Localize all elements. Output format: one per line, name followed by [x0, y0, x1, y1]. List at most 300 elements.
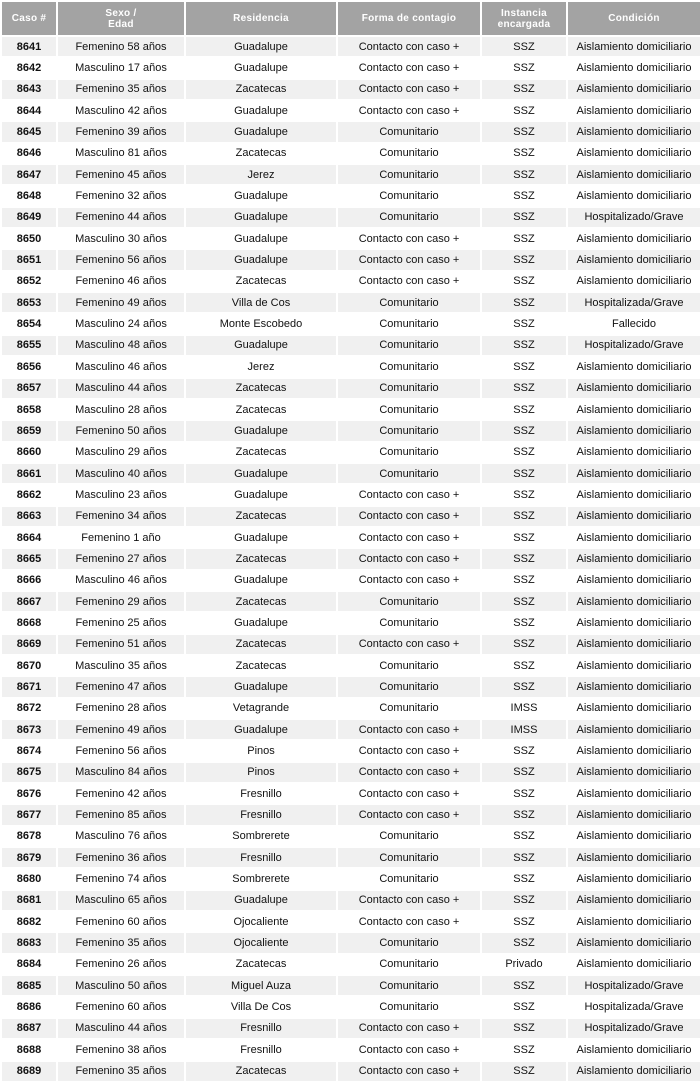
- cell-institution: SSZ: [482, 613, 566, 632]
- table-row: [2, 549, 700, 568]
- cell-contagion: Comunitario: [338, 293, 480, 312]
- cell-condition: Aislamiento domiciliario: [568, 720, 700, 739]
- cell-contagion: Comunitario: [338, 656, 480, 675]
- cell-condition: Aislamiento domiciliario: [568, 101, 700, 120]
- cell-condition: Aislamiento domiciliario: [568, 784, 700, 803]
- cell-contagion: Comunitario: [338, 443, 480, 462]
- table-row: [2, 272, 700, 291]
- cell-sex-age: Masculino 81 años: [58, 144, 184, 163]
- cell-residence: Miguel Auza: [186, 976, 336, 995]
- cell-condition: Aislamiento domiciliario: [568, 635, 700, 654]
- cell-sex-age: Masculino 44 años: [58, 379, 184, 398]
- cell-institution: SSZ: [482, 101, 566, 120]
- cell-case: 8677: [2, 805, 56, 824]
- header-contagion-label: Forma de contagio: [361, 13, 457, 24]
- cell-condition: Aislamiento domiciliario: [568, 379, 700, 398]
- cell-case: 8654: [2, 314, 56, 333]
- cell-case: 8662: [2, 485, 56, 504]
- cell-institution: SSZ: [482, 400, 566, 419]
- table-row: [2, 101, 700, 120]
- header-institution-line1: Instancia: [500, 7, 548, 19]
- cell-case: 8667: [2, 592, 56, 611]
- table-row: [2, 528, 700, 547]
- cell-residence: Zacatecas: [186, 80, 336, 99]
- cell-condition: Aislamiento domiciliario: [568, 144, 700, 163]
- cell-contagion: Comunitario: [338, 699, 480, 718]
- cell-sex-age: Femenino 74 años: [58, 869, 184, 888]
- cell-contagion: Contacto con caso +: [338, 37, 480, 56]
- table-row: [2, 37, 700, 56]
- cell-case: 8641: [2, 37, 56, 56]
- cell-sex-age: Masculino 40 años: [58, 464, 184, 483]
- cell-condition: Aislamiento domiciliario: [568, 357, 700, 376]
- cell-contagion: Contacto con caso +: [338, 912, 480, 931]
- cell-residence: Guadalupe: [186, 122, 336, 141]
- table-row: [2, 784, 700, 803]
- table-row: [2, 464, 700, 483]
- cell-condition: Aislamiento domiciliario: [568, 528, 700, 547]
- cell-residence: Zacatecas: [186, 400, 336, 419]
- cell-institution: SSZ: [482, 1062, 566, 1081]
- table-row: [2, 677, 700, 696]
- cell-contagion: Comunitario: [338, 314, 480, 333]
- cell-case: 8648: [2, 186, 56, 205]
- cell-institution: SSZ: [482, 80, 566, 99]
- cell-condition: Fallecido: [568, 314, 700, 333]
- cell-condition: Aislamiento domiciliario: [568, 186, 700, 205]
- table-row: [2, 997, 700, 1016]
- table-row: [2, 891, 700, 910]
- table-row: [2, 485, 700, 504]
- cell-residence: Zacatecas: [186, 1062, 336, 1081]
- cell-case: 8669: [2, 635, 56, 654]
- cell-contagion: Contacto con caso +: [338, 1019, 480, 1038]
- cell-condition: Aislamiento domiciliario: [568, 912, 700, 931]
- table-row: [2, 827, 700, 846]
- cell-contagion: Contacto con caso +: [338, 250, 480, 269]
- cell-contagion: Comunitario: [338, 186, 480, 205]
- cell-case: 8650: [2, 229, 56, 248]
- cell-institution: SSZ: [482, 571, 566, 590]
- cell-case: 8652: [2, 272, 56, 291]
- cell-case: 8653: [2, 293, 56, 312]
- cell-condition: Aislamiento domiciliario: [568, 58, 700, 77]
- cell-institution: IMSS: [482, 699, 566, 718]
- cell-condition: Aislamiento domiciliario: [568, 229, 700, 248]
- cell-condition: Aislamiento domiciliario: [568, 80, 700, 99]
- cell-case: 8678: [2, 827, 56, 846]
- cell-sex-age: Masculino 46 años: [58, 571, 184, 590]
- cell-residence: Fresnillo: [186, 848, 336, 867]
- cell-institution: SSZ: [482, 848, 566, 867]
- cell-case: 8682: [2, 912, 56, 931]
- cell-institution: SSZ: [482, 443, 566, 462]
- cell-residence: Monte Escobedo: [186, 314, 336, 333]
- cell-condition: Aislamiento domiciliario: [568, 677, 700, 696]
- header-sex-age-line2: Edad: [108, 18, 134, 30]
- table-row: [2, 250, 700, 269]
- table-row: [2, 699, 700, 718]
- cell-case: 8668: [2, 613, 56, 632]
- cell-sex-age: Femenino 1 año: [58, 528, 184, 547]
- cell-case: 8655: [2, 336, 56, 355]
- table-row: [2, 1062, 700, 1081]
- cell-case: 8647: [2, 165, 56, 184]
- cell-contagion: Comunitario: [338, 400, 480, 419]
- cell-residence: Sombrerete: [186, 869, 336, 888]
- cell-residence: Zacatecas: [186, 379, 336, 398]
- cell-contagion: Comunitario: [338, 421, 480, 440]
- table-row: [2, 976, 700, 995]
- cell-case: 8674: [2, 741, 56, 760]
- cell-contagion: Contacto con caso +: [338, 80, 480, 99]
- cell-contagion: Comunitario: [338, 869, 480, 888]
- cell-sex-age: Femenino 38 años: [58, 1040, 184, 1059]
- cell-case: 8670: [2, 656, 56, 675]
- cell-contagion: Comunitario: [338, 165, 480, 184]
- cell-institution: SSZ: [482, 507, 566, 526]
- table-row: [2, 848, 700, 867]
- cell-institution: SSZ: [482, 805, 566, 824]
- cell-sex-age: Femenino 85 años: [58, 805, 184, 824]
- cell-institution: SSZ: [482, 250, 566, 269]
- cell-sex-age: Femenino 39 años: [58, 122, 184, 141]
- cell-case: 8687: [2, 1019, 56, 1038]
- cell-institution: SSZ: [482, 891, 566, 910]
- cell-sex-age: Femenino 28 años: [58, 699, 184, 718]
- cell-contagion: Contacto con caso +: [338, 720, 480, 739]
- cell-residence: Guadalupe: [186, 677, 336, 696]
- cell-sex-age: Masculino 35 años: [58, 656, 184, 675]
- cell-residence: Ojocaliente: [186, 933, 336, 952]
- cell-condition: Aislamiento domiciliario: [568, 485, 700, 504]
- cell-condition: Aislamiento domiciliario: [568, 763, 700, 782]
- cell-residence: Fresnillo: [186, 805, 336, 824]
- table-row: [2, 80, 700, 99]
- header-institution: [482, 2, 566, 35]
- cell-contagion: Contacto con caso +: [338, 891, 480, 910]
- cell-condition: Aislamiento domiciliario: [568, 741, 700, 760]
- cell-condition: Hospitalizado/Grave: [568, 976, 700, 995]
- cell-case: 8643: [2, 80, 56, 99]
- cell-sex-age: Femenino 60 años: [58, 912, 184, 931]
- cell-contagion: Contacto con caso +: [338, 1062, 480, 1081]
- table-row: [2, 336, 700, 355]
- cell-sex-age: Femenino 49 años: [58, 720, 184, 739]
- cell-condition: Aislamiento domiciliario: [568, 549, 700, 568]
- cell-condition: Aislamiento domiciliario: [568, 421, 700, 440]
- cell-sex-age: Femenino 56 años: [58, 250, 184, 269]
- cell-case: 8664: [2, 528, 56, 547]
- cell-residence: Ojocaliente: [186, 912, 336, 931]
- cell-institution: SSZ: [482, 1019, 566, 1038]
- cell-contagion: Comunitario: [338, 144, 480, 163]
- cell-case: 8672: [2, 699, 56, 718]
- cell-residence: Pinos: [186, 741, 336, 760]
- cell-sex-age: Femenino 44 años: [58, 208, 184, 227]
- table-row: [2, 912, 700, 931]
- cell-institution: SSZ: [482, 58, 566, 77]
- cell-case: 8685: [2, 976, 56, 995]
- cell-case: 8658: [2, 400, 56, 419]
- table-row: [2, 208, 700, 227]
- cell-institution: SSZ: [482, 421, 566, 440]
- table-row: [2, 58, 700, 77]
- cell-institution: SSZ: [482, 122, 566, 141]
- cell-contagion: Comunitario: [338, 997, 480, 1016]
- cell-contagion: Contacto con caso +: [338, 784, 480, 803]
- header-condition-label: Condición: [608, 13, 660, 24]
- cell-sex-age: Masculino 76 años: [58, 827, 184, 846]
- cell-institution: Privado: [482, 955, 566, 974]
- cell-residence: Zacatecas: [186, 955, 336, 974]
- cell-residence: Guadalupe: [186, 891, 336, 910]
- cell-case: 8683: [2, 933, 56, 952]
- cell-case: 8651: [2, 250, 56, 269]
- cell-condition: Aislamiento domiciliario: [568, 613, 700, 632]
- cell-contagion: Comunitario: [338, 379, 480, 398]
- header-residence: [186, 2, 336, 35]
- cell-sex-age: Femenino 34 años: [58, 507, 184, 526]
- cell-case: 8671: [2, 677, 56, 696]
- cell-residence: Zacatecas: [186, 443, 336, 462]
- cell-residence: Guadalupe: [186, 229, 336, 248]
- table-row: [2, 592, 700, 611]
- cell-contagion: Contacto con caso +: [338, 549, 480, 568]
- cell-sex-age: Masculino 42 años: [58, 101, 184, 120]
- cell-residence: Guadalupe: [186, 336, 336, 355]
- cell-residence: Guadalupe: [186, 101, 336, 120]
- cell-condition: Hospitalizado/Grave: [568, 336, 700, 355]
- cell-condition: Aislamiento domiciliario: [568, 848, 700, 867]
- cell-institution: SSZ: [482, 869, 566, 888]
- table-row: [2, 955, 700, 974]
- cell-residence: Guadalupe: [186, 464, 336, 483]
- cell-case: 8688: [2, 1040, 56, 1059]
- cell-contagion: Comunitario: [338, 592, 480, 611]
- cell-case: 8660: [2, 443, 56, 462]
- cell-sex-age: Femenino 32 años: [58, 186, 184, 205]
- cell-residence: Villa De Cos: [186, 997, 336, 1016]
- cell-institution: SSZ: [482, 827, 566, 846]
- cell-sex-age: Femenino 42 años: [58, 784, 184, 803]
- cell-contagion: Contacto con caso +: [338, 507, 480, 526]
- cell-institution: SSZ: [482, 485, 566, 504]
- table-row: [2, 571, 700, 590]
- cell-sex-age: Femenino 58 años: [58, 37, 184, 56]
- cell-institution: SSZ: [482, 976, 566, 995]
- cell-residence: Guadalupe: [186, 421, 336, 440]
- cell-condition: Aislamiento domiciliario: [568, 699, 700, 718]
- cell-case: 8644: [2, 101, 56, 120]
- cell-institution: SSZ: [482, 784, 566, 803]
- table-row: [2, 144, 700, 163]
- cell-contagion: Comunitario: [338, 827, 480, 846]
- cell-sex-age: Femenino 50 años: [58, 421, 184, 440]
- cell-sex-age: Masculino 24 años: [58, 314, 184, 333]
- cell-sex-age: Masculino 29 años: [58, 443, 184, 462]
- cell-case: 8676: [2, 784, 56, 803]
- cell-condition: Aislamiento domiciliario: [568, 464, 700, 483]
- cell-institution: SSZ: [482, 677, 566, 696]
- cell-case: 8645: [2, 122, 56, 141]
- cell-case: 8659: [2, 421, 56, 440]
- cell-sex-age: Femenino 35 años: [58, 1062, 184, 1081]
- cell-case: 8686: [2, 997, 56, 1016]
- cell-sex-age: Masculino 65 años: [58, 891, 184, 910]
- cell-sex-age: Femenino 60 años: [58, 997, 184, 1016]
- cell-sex-age: Femenino 49 años: [58, 293, 184, 312]
- cell-contagion: Contacto con caso +: [338, 528, 480, 547]
- cell-residence: Guadalupe: [186, 208, 336, 227]
- cell-residence: Vetagrande: [186, 699, 336, 718]
- cell-contagion: Comunitario: [338, 336, 480, 355]
- cell-condition: Aislamiento domiciliario: [568, 507, 700, 526]
- cell-residence: Zacatecas: [186, 635, 336, 654]
- cell-sex-age: Masculino 28 años: [58, 400, 184, 419]
- header-row: [2, 2, 700, 35]
- cell-residence: Guadalupe: [186, 528, 336, 547]
- table-row: [2, 635, 700, 654]
- cell-contagion: Comunitario: [338, 357, 480, 376]
- table-row: [2, 720, 700, 739]
- cell-case: 8689: [2, 1062, 56, 1081]
- cell-contagion: Contacto con caso +: [338, 229, 480, 248]
- cell-contagion: Contacto con caso +: [338, 635, 480, 654]
- cell-residence: Zacatecas: [186, 507, 336, 526]
- cell-institution: SSZ: [482, 379, 566, 398]
- cell-condition: Aislamiento domiciliario: [568, 592, 700, 611]
- cell-institution: SSZ: [482, 165, 566, 184]
- cell-condition: Aislamiento domiciliario: [568, 443, 700, 462]
- cell-contagion: Comunitario: [338, 613, 480, 632]
- cell-case: 8646: [2, 144, 56, 163]
- cell-contagion: Contacto con caso +: [338, 485, 480, 504]
- table-row: [2, 186, 700, 205]
- cell-contagion: Contacto con caso +: [338, 741, 480, 760]
- cell-case: 8656: [2, 357, 56, 376]
- cell-institution: SSZ: [482, 763, 566, 782]
- cell-residence: Fresnillo: [186, 1019, 336, 1038]
- cell-case: 8661: [2, 464, 56, 483]
- cell-institution: SSZ: [482, 357, 566, 376]
- header-sex-age-line1: Sexo /: [105, 7, 137, 19]
- cell-contagion: Comunitario: [338, 933, 480, 952]
- table-row: [2, 1040, 700, 1059]
- cell-institution: SSZ: [482, 1040, 566, 1059]
- table-row: [2, 656, 700, 675]
- cell-institution: SSZ: [482, 528, 566, 547]
- cell-institution: SSZ: [482, 336, 566, 355]
- table-row: [2, 379, 700, 398]
- cell-case: 8673: [2, 720, 56, 739]
- cell-sex-age: Femenino 35 años: [58, 80, 184, 99]
- table-row: [2, 1019, 700, 1038]
- header-residence-label: Residencia: [233, 13, 289, 24]
- cell-condition: Hospitalizado/Grave: [568, 208, 700, 227]
- header-contagion: [338, 2, 480, 35]
- cell-residence: Guadalupe: [186, 613, 336, 632]
- table-row: [2, 165, 700, 184]
- cell-residence: Fresnillo: [186, 784, 336, 803]
- cell-case: 8666: [2, 571, 56, 590]
- cell-sex-age: Masculino 84 años: [58, 763, 184, 782]
- cell-residence: Villa de Cos: [186, 293, 336, 312]
- table-row: [2, 443, 700, 462]
- cell-contagion: Contacto con caso +: [338, 272, 480, 291]
- table-body: [2, 37, 700, 1081]
- cell-institution: IMSS: [482, 720, 566, 739]
- cell-institution: SSZ: [482, 229, 566, 248]
- table-row: [2, 400, 700, 419]
- cell-contagion: Comunitario: [338, 677, 480, 696]
- cell-contagion: Contacto con caso +: [338, 101, 480, 120]
- cell-condition: Aislamiento domiciliario: [568, 955, 700, 974]
- cell-contagion: Contacto con caso +: [338, 571, 480, 590]
- table-row: [2, 314, 700, 333]
- cell-sex-age: Masculino 50 años: [58, 976, 184, 995]
- cell-sex-age: Femenino 25 años: [58, 613, 184, 632]
- cell-sex-age: Femenino 29 años: [58, 592, 184, 611]
- cell-institution: SSZ: [482, 37, 566, 56]
- cell-sex-age: Femenino 45 años: [58, 165, 184, 184]
- cell-residence: Guadalupe: [186, 720, 336, 739]
- cell-residence: Pinos: [186, 763, 336, 782]
- cell-case: 8681: [2, 891, 56, 910]
- cell-condition: Aislamiento domiciliario: [568, 1062, 700, 1081]
- cell-sex-age: Femenino 51 años: [58, 635, 184, 654]
- cell-residence: Zacatecas: [186, 549, 336, 568]
- cell-sex-age: Femenino 27 años: [58, 549, 184, 568]
- cell-contagion: Contacto con caso +: [338, 805, 480, 824]
- cell-institution: SSZ: [482, 208, 566, 227]
- cell-condition: Aislamiento domiciliario: [568, 122, 700, 141]
- cell-residence: Jerez: [186, 357, 336, 376]
- cell-sex-age: Masculino 48 años: [58, 336, 184, 355]
- cell-institution: SSZ: [482, 933, 566, 952]
- cell-condition: Aislamiento domiciliario: [568, 272, 700, 291]
- cell-condition: Aislamiento domiciliario: [568, 571, 700, 590]
- table-row: [2, 613, 700, 632]
- table-row: [2, 933, 700, 952]
- header-case: [2, 2, 56, 35]
- table-row: [2, 421, 700, 440]
- table-row: [2, 869, 700, 888]
- cell-sex-age: Femenino 26 años: [58, 955, 184, 974]
- cell-condition: Aislamiento domiciliario: [568, 37, 700, 56]
- cell-sex-age: Masculino 23 años: [58, 485, 184, 504]
- table-row: [2, 763, 700, 782]
- cell-condition: Hospitalizada/Grave: [568, 997, 700, 1016]
- cell-sex-age: Femenino 47 años: [58, 677, 184, 696]
- cell-institution: SSZ: [482, 592, 566, 611]
- cell-condition: Aislamiento domiciliario: [568, 891, 700, 910]
- cell-sex-age: Masculino 46 años: [58, 357, 184, 376]
- cell-institution: SSZ: [482, 997, 566, 1016]
- cell-residence: Guadalupe: [186, 485, 336, 504]
- cell-condition: Aislamiento domiciliario: [568, 869, 700, 888]
- cell-case: 8642: [2, 58, 56, 77]
- cell-institution: SSZ: [482, 186, 566, 205]
- cell-condition: Aislamiento domiciliario: [568, 250, 700, 269]
- cell-institution: SSZ: [482, 635, 566, 654]
- cell-sex-age: Femenino 46 años: [58, 272, 184, 291]
- cell-condition: Aislamiento domiciliario: [568, 827, 700, 846]
- cell-contagion: Contacto con caso +: [338, 1040, 480, 1059]
- cell-case: 8657: [2, 379, 56, 398]
- table-row: [2, 507, 700, 526]
- cell-residence: Zacatecas: [186, 272, 336, 291]
